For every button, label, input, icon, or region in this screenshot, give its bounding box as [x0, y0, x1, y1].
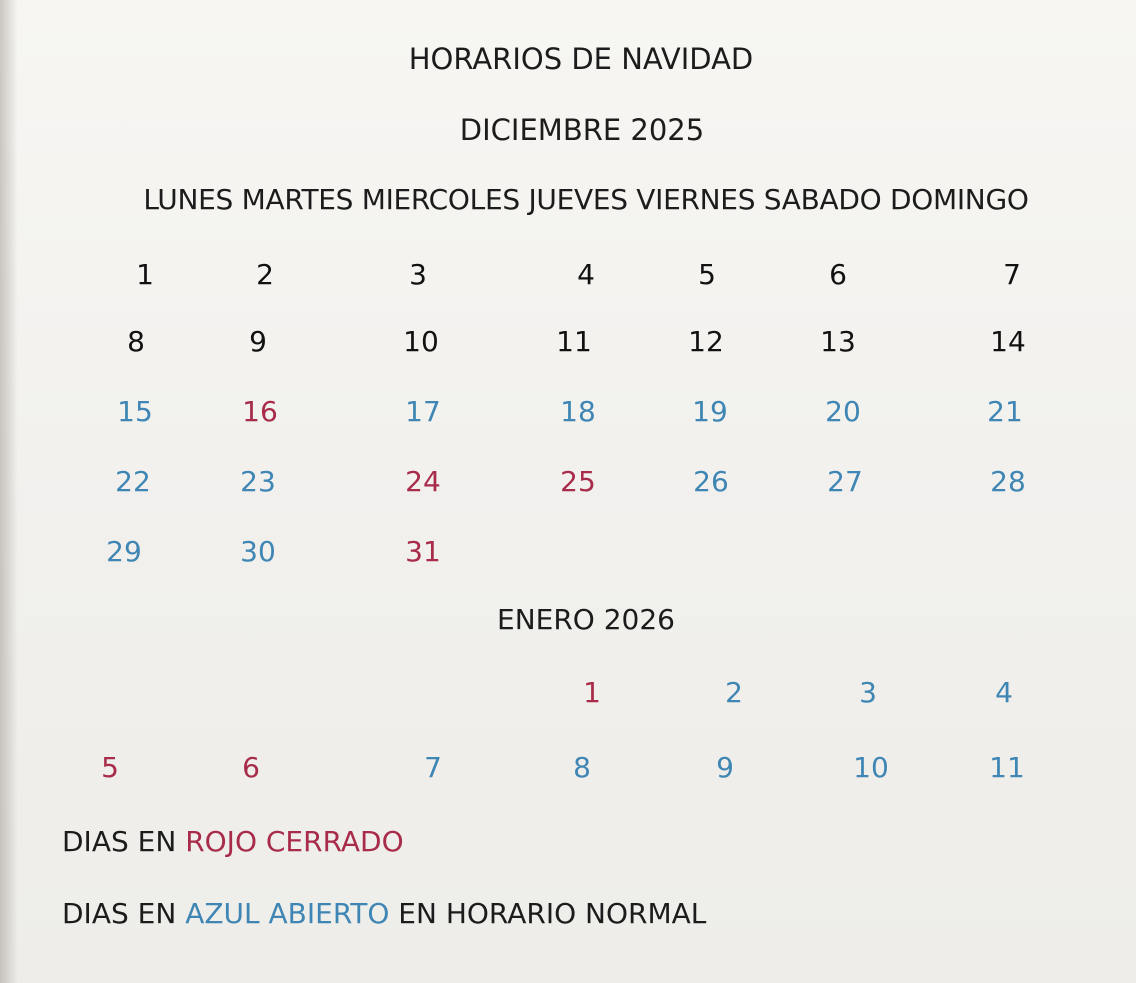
december-day-20: 20: [825, 395, 861, 428]
december-day-21: 21: [987, 395, 1023, 428]
december-day-10: 10: [403, 325, 439, 358]
december-heading: DICIEMBRE 2025: [459, 113, 705, 147]
legend-closed: [62, 825, 404, 858]
december-day-17: 17: [405, 395, 441, 428]
december-day-6: 6: [829, 258, 847, 291]
january-day-2: 2: [725, 676, 743, 709]
december-day-18: 18: [560, 395, 596, 428]
legend-closed-label: ROJO CERRADO: [185, 825, 404, 858]
january-day-4: 4: [995, 676, 1013, 709]
december-day-26: 26: [693, 465, 729, 498]
page-title: HORARIOS DE NAVIDAD: [408, 42, 754, 76]
legend-open-suffix: EN HORARIO NORMAL: [389, 897, 707, 930]
december-day-28: 28: [990, 465, 1026, 498]
december-day-31: 31: [405, 535, 441, 568]
january-day-1: 1: [583, 676, 601, 709]
december-day-9: 9: [249, 325, 267, 358]
january-day-5: 5: [101, 751, 119, 784]
january-day-8: 8: [573, 751, 591, 784]
december-day-3: 3: [409, 258, 427, 291]
january-day-9: 9: [716, 751, 734, 784]
december-day-2: 2: [256, 258, 274, 291]
december-day-16: 16: [242, 395, 278, 428]
december-day-1: 1: [136, 258, 154, 291]
december-day-8: 8: [127, 325, 145, 358]
legend-open-label: AZUL ABIERTO: [185, 897, 390, 930]
january-day-10: 10: [853, 751, 889, 784]
december-day-29: 29: [106, 535, 142, 568]
weekday-header: LUNES MARTES MIERCOLES JUEVES VIERNES SABADO DOMINGO: [143, 183, 1029, 216]
december-day-13: 13: [820, 325, 856, 358]
december-day-30: 30: [240, 535, 276, 568]
paper-edge-shadow: [0, 0, 18, 983]
december-day-5: 5: [698, 258, 716, 291]
december-day-4: 4: [577, 258, 595, 291]
december-day-15: 15: [117, 395, 153, 428]
december-day-7: 7: [1003, 258, 1021, 291]
december-day-19: 19: [692, 395, 728, 428]
january-day-11: 11: [989, 751, 1025, 784]
december-day-22: 22: [115, 465, 151, 498]
january-day-6: 6: [242, 751, 260, 784]
december-day-25: 25: [560, 465, 596, 498]
january-day-3: 3: [859, 676, 877, 709]
december-day-14: 14: [990, 325, 1026, 358]
legend-open-prefix: DIAS EN: [62, 897, 186, 930]
december-day-12: 12: [688, 325, 724, 358]
legend-open: [62, 897, 706, 930]
december-day-23: 23: [240, 465, 276, 498]
december-day-27: 27: [827, 465, 863, 498]
december-day-24: 24: [405, 465, 441, 498]
legend-closed-prefix: DIAS EN: [62, 825, 186, 858]
january-heading: ENERO 2026: [497, 603, 675, 636]
january-day-7: 7: [424, 751, 442, 784]
december-day-11: 11: [556, 325, 592, 358]
